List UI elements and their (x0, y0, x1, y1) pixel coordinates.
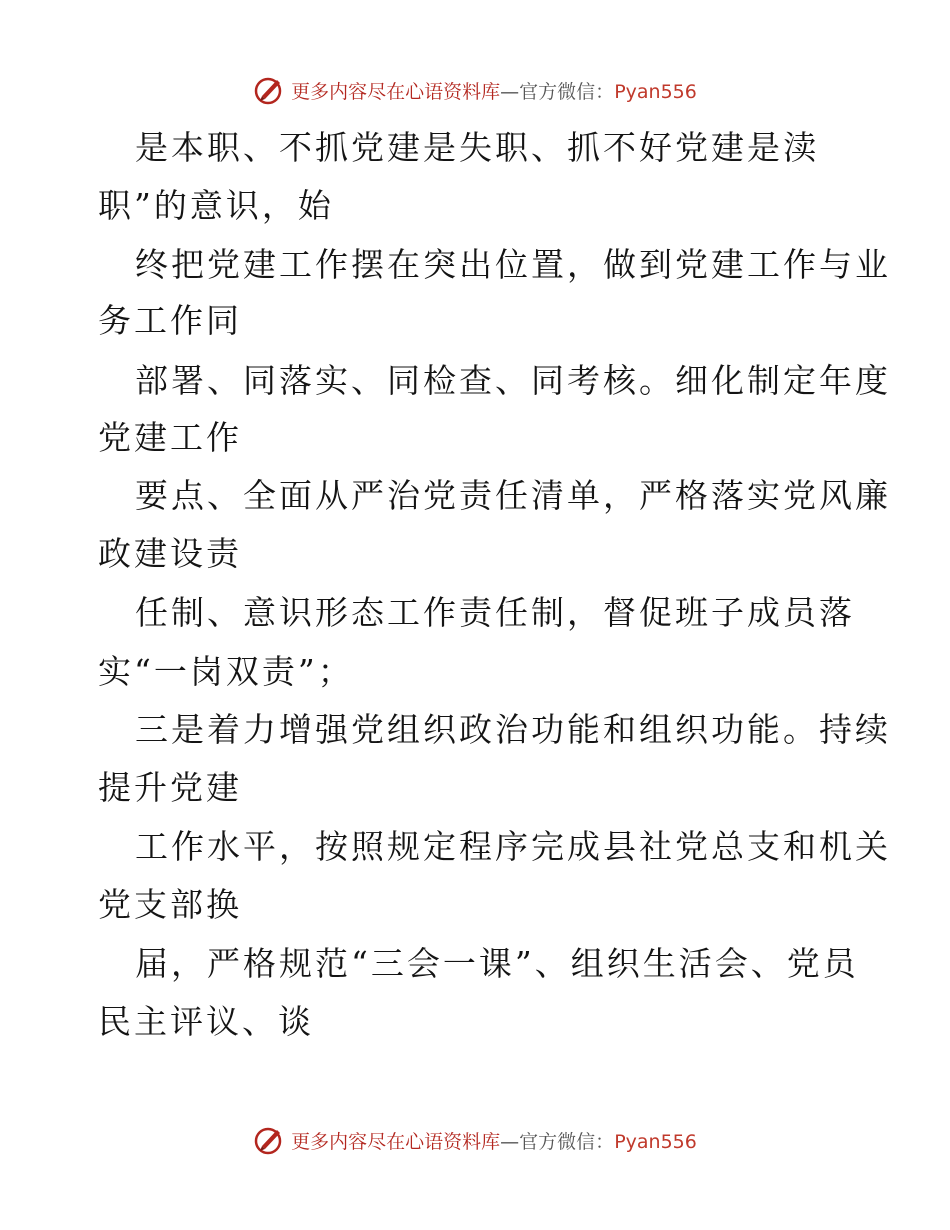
text-line: 任制、意识形态工作责任制，督促班子成员落 (135, 593, 855, 632)
footer-watermark (0, 1120, 950, 1160)
text-line: 部署、同落实、同检查、同考核。细化制定年度 (135, 361, 891, 400)
pen-logo-icon (253, 1124, 285, 1156)
watermark-text: 更多内容尽在心语资料库—官方微信：Pyan556 (291, 1130, 697, 1153)
pen-logo-icon (253, 74, 285, 106)
text-line: 三是着力增强党组织政治功能和组织功能。持续 (135, 710, 891, 749)
watermark-text: 更多内容尽在心语资料库—官方微信：Pyan556 (291, 80, 697, 103)
text-line: 党支部换 (98, 885, 242, 924)
text-line: 要点、全面从严治党责任清单，严格落实党风廉 (135, 476, 891, 515)
text-line: 实“一岗双责”； (98, 652, 354, 691)
text-line: 民主评议、谈 (98, 1002, 314, 1041)
text-line: 职”的意识，始 (98, 186, 334, 225)
text-line: 提升党建 (98, 768, 242, 807)
text-line: 务工作同 (98, 301, 242, 340)
text-line: 届，严格规范“三会一课”、组织生活会、党员 (135, 944, 859, 983)
text-line: 是本职、不抓党建是失职、抓不好党建是渎 (135, 128, 819, 167)
text-line: 党建工作 (98, 418, 242, 457)
text-line: 终把党建工作摆在突出位置，做到党建工作与业 (135, 245, 891, 284)
header-watermark (0, 70, 950, 110)
text-line: 工作水平，按照规定程序完成县社党总支和机关 (135, 827, 891, 866)
text-line: 政建设责 (98, 534, 242, 573)
